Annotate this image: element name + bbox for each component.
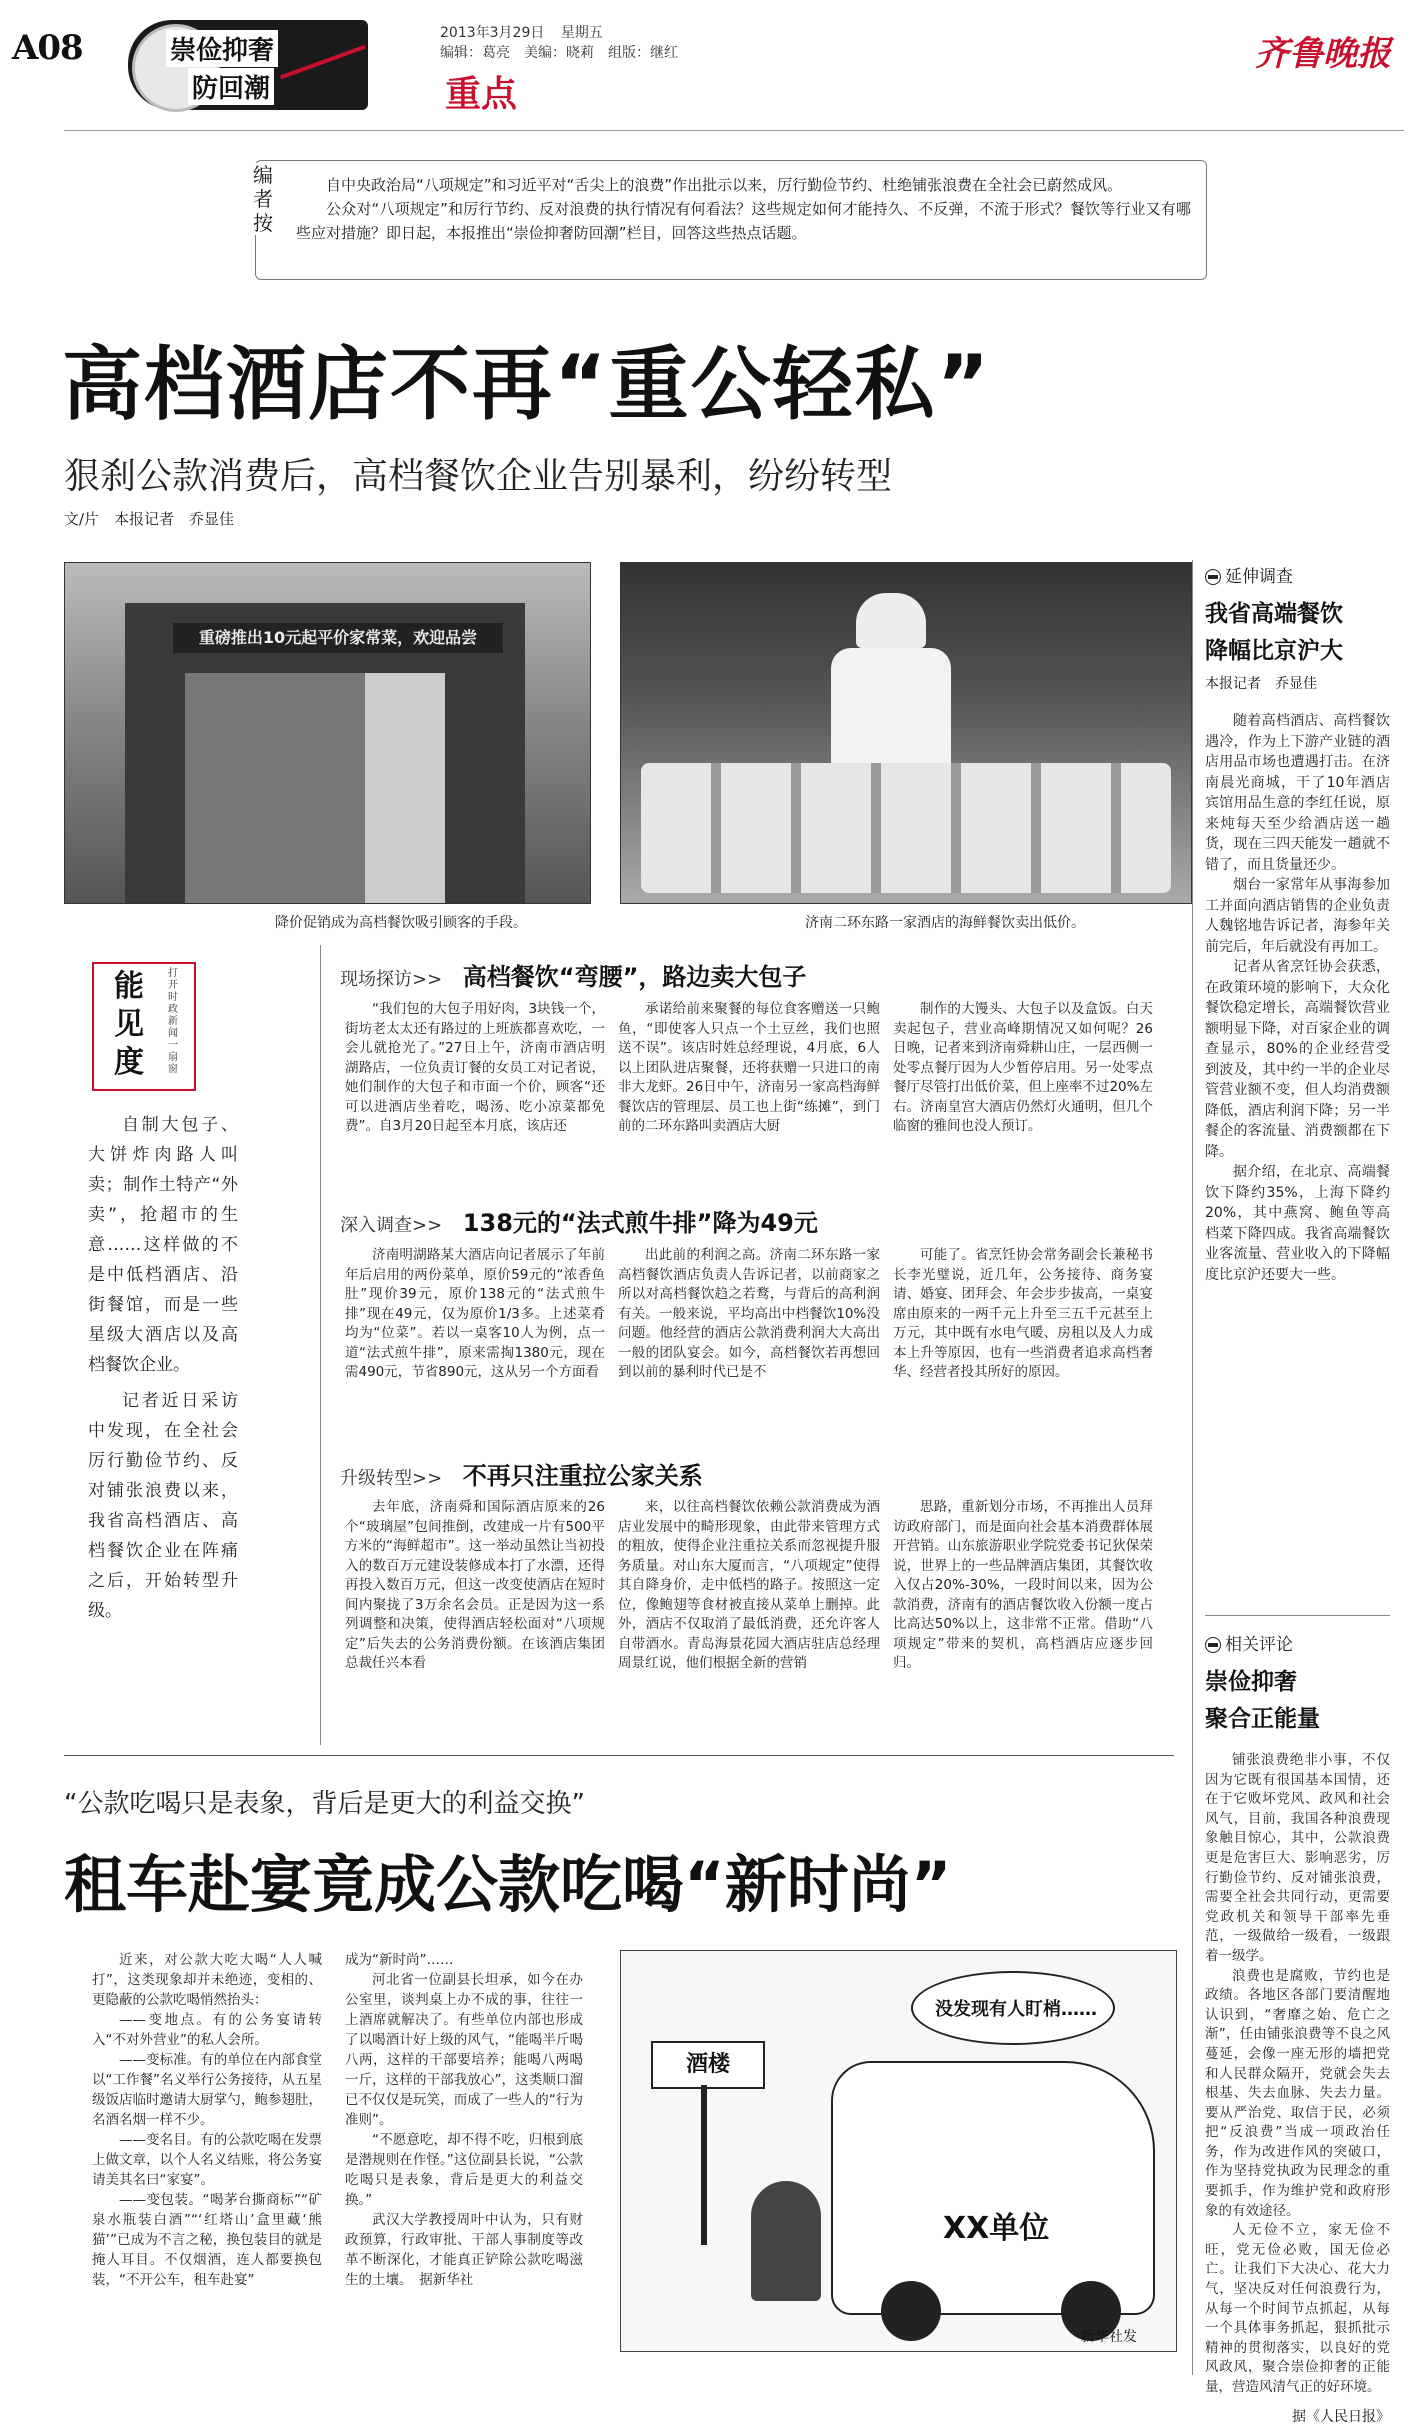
right-column-item-1 (1205, 562, 1390, 1285)
intro-para: 自制大包子、大饼炸肉路人叫卖；制作土特产“外卖”，抢超市的生意……这样做的不是中低档酒店、沿街餐馆，而是一些星级大酒店以及高档餐饮企业。 (88, 1115, 238, 1375)
item2-tag-row (1205, 1630, 1390, 1655)
hotel-entrance-photo (64, 562, 591, 904)
editor-note (255, 160, 1207, 280)
section-3-col-3: 思路，重新划分市场，不再推出人员拜访政府部门，而是面向社会基本消费群体展开营销。山东旅游职业学院党委书记狄保荣说，世界上的一些品牌酒店集团，其餐饮收入仅占20%-30%，一段时间以来，因为公款消费，济南有的酒店餐饮收入份额一度占比高达50%以上，这非常不正常。借助“八项规定”带来的契机，高档酒店应逐步回归。 (893, 1499, 1153, 1671)
section-1-col-1: “我们包的大包子用好肉，3块钱一个，街坊老太太还有路过的上班族都喜欢吃，一会儿就抢光了。”27日上午，济南市酒店明湖路店，一位负责订餐的女员工对记者说，她们制作的大包子和市面一个价，顾客“还可以进酒店坐着吃，喝汤、吃小凉菜都免费”。自3月20日起至本月底，该店还 (345, 1001, 605, 1134)
item1-tag-row (1205, 562, 1390, 587)
section-2-col-1: 济南明湖路某大酒店向记者展示了年前年后启用的两份菜单，原价59元的“浓香鱼肚”现价39元，原价138元的“法式煎牛排”现在49元，仅为原价1/3多。上述菜肴均为“位菜”。若以一桌客10人为例，点一道“法式煎牛排”，原来需掏1380元，现在需490元，节省890元，这从另一个方面看 (345, 1247, 605, 1380)
section-3-col-2: 来，以往高档餐饮依赖公款消费成为酒店业发展中的畸形现象，由此带来管理方式的粗放，使得企业注重拉关系而忽视提升服务质量。对山东大厦而言，“八项规定”使得其自降身价，走中低档的路子。按照这一定位，像鲍翅等食材被直接从菜单上删掉。此外，酒店不仅取消了最低消费，还允许客人自带酒水。青岛海景花园大酒店驻店总经理周景红说，他们根据全新的营销 (618, 1499, 880, 1671)
page-number: A08 (12, 28, 83, 68)
story2-col1-para: ——变包装。“喝茅台撕商标”“矿泉水瓶装白酒”“‘红塔山’盒里藏‘熊猫’”已成为不言之秘，换包装目的就是掩人耳目。不仅烟酒，连人都要换包装，“不开公车，租车赴宴” (92, 2192, 322, 2288)
restaurant-signpost (651, 2041, 765, 2089)
weekday-text: 星期五 (560, 25, 603, 41)
item1-title-1: 我省高端餐饮 (1205, 601, 1343, 627)
person-icon (751, 2181, 821, 2301)
section-2-tag: 深入调查>> (340, 1215, 443, 1236)
section-2-heading (340, 1203, 818, 1238)
header-rule (64, 130, 1404, 131)
item2-title-1: 崇俭抑奢 (1205, 1669, 1297, 1695)
item1-tag: 延伸调查 (1225, 567, 1293, 587)
section-1-tag: 现场探访>> (340, 969, 443, 990)
signpost-text: 酒楼 (685, 2052, 730, 2077)
main-subhead: 狠刹公款消费后，高档餐饮企业告别暴利，纷纷转型 (64, 456, 893, 497)
car-icon (831, 2061, 1155, 2315)
promo-sign: 重磅推出10元起平价家常菜，欢迎品尝 (173, 623, 503, 653)
minus-circle-icon (1205, 1637, 1221, 1653)
right-column-item-2 (1205, 1630, 1390, 2426)
cartoon-credit: 新华社发 (1081, 2329, 1137, 2345)
item2-para: 浪费也是腐败，节约也是政绩。各地区各部门要清醒地认识到，“奢靡之始、危亡之渐”，任由铺张浪费等不良之风蔓延，会像一座无形的墙把党和人民群众隔开，党就会失去根基、失去血脉、失去力量。要从严治党、取信于民，必须把“反浪费”当成一项政治任务，作为改进作风的突破口，作为坚持党执政为民理念的重要抓手，作为维护党和政府形象的有效途径。 (1205, 1967, 1390, 2219)
section-1-col-2: 承诺给前来聚餐的每位食客赠送一只鲍鱼，“即使客人只点一个土豆丝，我们也照送不误”。该店时姓总经理说，4月底，6人以上团队进店聚餐，还将获赠一只进口的南非大龙虾。26日中午，济南另一家高档海鲜餐饮店的管理层、员工也上街“练摊”，到门前的二环东路叫卖酒店大厨 (618, 1001, 880, 1134)
item1-para: 随着高档酒店、高档餐饮遇冷，作为上下游产业链的酒店用品市场也遭遇打击。在济南晨光商城，干了10年酒店宾馆用品生意的李红任说，原来炖每天至少给酒店送一趟货，现在三四天能发一趟就不错了，而且货量还少。 (1205, 713, 1390, 873)
chopsticks-icon (280, 45, 366, 80)
section-3-heading (340, 1456, 703, 1491)
cartoon (620, 1950, 1177, 2352)
minus-circle-icon (1205, 569, 1221, 585)
story2-col2-para: 成为“新时尚”…… (345, 1952, 454, 1968)
section-3-tag: 升级转型>> (340, 1468, 443, 1489)
item1-byline: 本报记者 乔显佳 (1205, 676, 1317, 692)
badge-title: 能见度 (114, 969, 144, 1080)
intro-para: 记者近日采访中发现，在全社会厉行勤俭节约、反对铺张浪费以来，我省高档酒店、高档餐饮企业在阵痛之后，开始转型升级。 (88, 1391, 238, 1621)
second-story-kicker: “公款吃喝只是表象，背后是更大的利益交换” (64, 1789, 585, 1819)
editor-note-label: 编者按 (253, 163, 273, 235)
section-1-title: 高档餐饮“弯腰”，路边卖大包子 (462, 963, 807, 991)
second-story-headline: 租车赴宴竟成公款吃喝“新时尚” (64, 1848, 952, 1921)
main-byline: 文/片 本报记者 乔显佳 (64, 510, 235, 528)
section-3-col-1: 去年底，济南舜和国际酒店原来的26个“玻璃屋”包间推倒，改建成一片有500平方米的“海鲜超市”。这一举动虽然让当初投入的数百万元建设装修成本打了水漂，还得再投入数百万元，但这一改变使酒店在短时间内聚拢了3万余名会员。正是因为这一系列调整和决策，使得酒店轻松面对“八项规定”后失去的公务消费份额。在该酒店集团总裁任兴本看 (345, 1499, 605, 1671)
item1-para: 烟台一家常年从事海参加工并面向酒店销售的企业负责人魏铭地告诉记者，海参年关前完后，年后就没有再加工。 (1205, 877, 1390, 955)
photo1-caption: 降价促销成为高档餐饮吸引顾客的手段。 (275, 915, 527, 931)
item2-tag: 相关评论 (1225, 1635, 1293, 1655)
item2-source: 据《人民日报》 (1292, 2408, 1390, 2425)
story2-col2-para: 河北省一位副县长坦承，如今在办公室里，谈判桌上办不成的事，往往一上酒席就解决了。有些单位内部也形成了以喝酒计好上级的风气，“能喝半斤喝八两，这样的干部要培养；能喝八两喝一斤，这样的干部我放心”，这类顺口溜已不仅仅是玩笑，而成了一些人的“行为准则”。 (345, 1972, 583, 2128)
column-logo (128, 20, 368, 110)
bubble-text: 没发现有人盯梢…… (935, 1999, 1097, 2020)
photo2-caption: 济南二环东路一家酒店的海鲜餐饮卖出低价。 (805, 915, 1085, 931)
item2-para: 人无俭不立，家无俭不旺，党无俭必败，国无俭必亡。让我们下大决心、花大力气，坚决反对任何浪费行为，从每一个时间节点抓起，从每一个具体事务抓起，狠抓批示精神的贯彻落实，以良好的党风政风，聚合崇俭抑奢的正能量，营造风清气正的好环境。 (1205, 2222, 1390, 2395)
section-title: 重点 (445, 74, 518, 115)
section-2-title: 138元的“法式煎牛排”降为49元 (462, 1209, 818, 1237)
section-3-title: 不再只注重拉公家关系 (462, 1462, 703, 1490)
story2-col1-para: ——变名目。有的公款吃喝在发票上做文章，以个人名义结账，将公务宴请美其名曰“家宴”。 (92, 2132, 322, 2188)
editor-credits: 编辑：葛亮 美编：晓莉 组版：继红 (440, 45, 678, 61)
story2-col1-para: ——变标准。有的单位在内部食堂以“工作餐”名义举行公务接待，从五星级饭店临时邀请大厨掌勺，鲍参翅肚，名酒名烟一样不少。 (92, 2052, 322, 2128)
car-door-text: XX单位 (943, 2211, 1050, 2246)
story2-col1-para: ——变地点。有的公务宴请转入“不对外营业”的私人会所。 (92, 2012, 322, 2048)
page-header (0, 0, 1417, 130)
item1-para: 记者从省烹饪协会获悉，在政策环境的影响下，大众化餐饮稳定增长，高端餐饮营业额明显下降，对百家企业的调查显示，80%的企业经营受到波及，其中约一半的企业尽管营业额不变，但人均消费额降低，酒店利润下降；另一半餐企的客流量、消费额都在下降。 (1205, 959, 1390, 1160)
section-2-col-3: 可能了。省烹饪协会常务副会长兼秘书长李光璧说，近几年，公务接待、商务宴请、婚宴、团拜会、年会步步拔高，一桌宴席由原来的一两千元上升至三五千元甚至上万元，其中既有水电气暖、房租以及人力成本上升等原因，也有一些消费者追求高档奢华、经营者投其所好的原因。 (893, 1247, 1153, 1380)
editor-note-para-1: 自中央政治局“八项规定”和习近平对“舌尖上的浪费”作出批示以来，厉行勤俭节约、杜绝铺张浪费在全社会已蔚然成风。 (326, 176, 1123, 194)
item1-title-2: 降幅比京沪大 (1205, 638, 1343, 664)
masthead-logo: 齐鲁晚报 (1255, 34, 1391, 74)
chef-hat-icon (856, 593, 926, 648)
story2-col2-para: “不愿意吃，却不得不吃，归根到底是潜规则在作怪。”这位副县长说，“公款吃喝只是表象，背后是更大的利益交换。” (345, 2132, 583, 2208)
issue-date (440, 22, 603, 42)
speech-bubble (911, 1971, 1115, 2045)
story2-col2-para: 武汉大学教授周叶中认为，只有财政预算，行政审批、干部人事制度等改革不断深化，才能真正铲除公款吃喝滋生的土壤。 据新华社 (345, 2212, 583, 2288)
editor-note-para-2: 公众对“八项规定”和厉行节约、反对浪费的执行情况有何看法？这些规定如何才能持久、不反弹，不流于形式？餐饮等行业又有哪些应对措施？即日起，本报推出“崇俭抑奢防回潮”栏目，回答这些热点话题。 (296, 200, 1191, 242)
column-logo-text-2: 防回潮 (188, 68, 274, 105)
section-1-heading (340, 957, 806, 992)
section-2-col-2: 出此前的利润之高。济南二环东路一家高档餐饮酒店负责人告诉记者，以前商家之所以对高档餐饮趋之若鹜，与背后的高利润有关。一般来说，平均高出中档餐饮10%没问题。他经营的酒店公款消费利润大大高出一般的团队宴会。如今，高档餐饮若再想回到以前的暴利时代已是不 (618, 1247, 880, 1380)
column-logo-text-1: 崇俭抑奢 (166, 30, 278, 67)
main-headline: 高档酒店不再“重公轻私” (62, 338, 992, 431)
section-1-col-3: 制作的大馒头、大包子以及盒饭。白天卖起包子，营业高峰期情况又如何呢？26日晚，记者来到济南舜耕山庄，一层西侧一处零点餐厅因为人少暂停启用。另一处零点餐厅尽管打出低价菜，但上座率不过20%左右。济南皇宫大酒店仍然灯火通明，但几个临窗的雅间也没人预订。 (893, 1001, 1153, 1134)
item1-para: 据介绍，在北京、高端餐饮下降约35%，上海下降约20%，其中燕窝、鲍鱼等高档菜下降四成。我省高端餐饮业客流量、营业收入的下降幅度比京沪还要大一些。 (1205, 1164, 1390, 1283)
intro-text (88, 1110, 238, 1626)
item2-title-2: 聚合正能量 (1205, 1706, 1320, 1732)
seafood-chef-photo (620, 562, 1192, 904)
item2-para: 铺张浪费绝非小事，不仅因为它既有很国基本国情，还在于它败坏党风、政风和社会风气，目前，我国各种浪费现象触目惊心，其中，公款浪费更是危害巨大、影响恶劣，厉行勤俭节约、反对铺张浪费，需要全社会共同行动，更需要党政机关和领导干部率先垂范，一级做给一级看，一级跟着一级学。 (1205, 1752, 1390, 1964)
story2-col1-para: 近来，对公款大吃大喝“人人喊打”，这类现象却并未绝迹，变相的、更隐蔽的公款吃喝悄然抬头： (92, 1952, 322, 2008)
badge-subtitle: 打开时政新闻一扇窗 (168, 968, 178, 1075)
wheel-icon (881, 2281, 941, 2341)
date-text: 2013年3月29日 (440, 25, 545, 41)
sidebar-badge (92, 962, 196, 1091)
